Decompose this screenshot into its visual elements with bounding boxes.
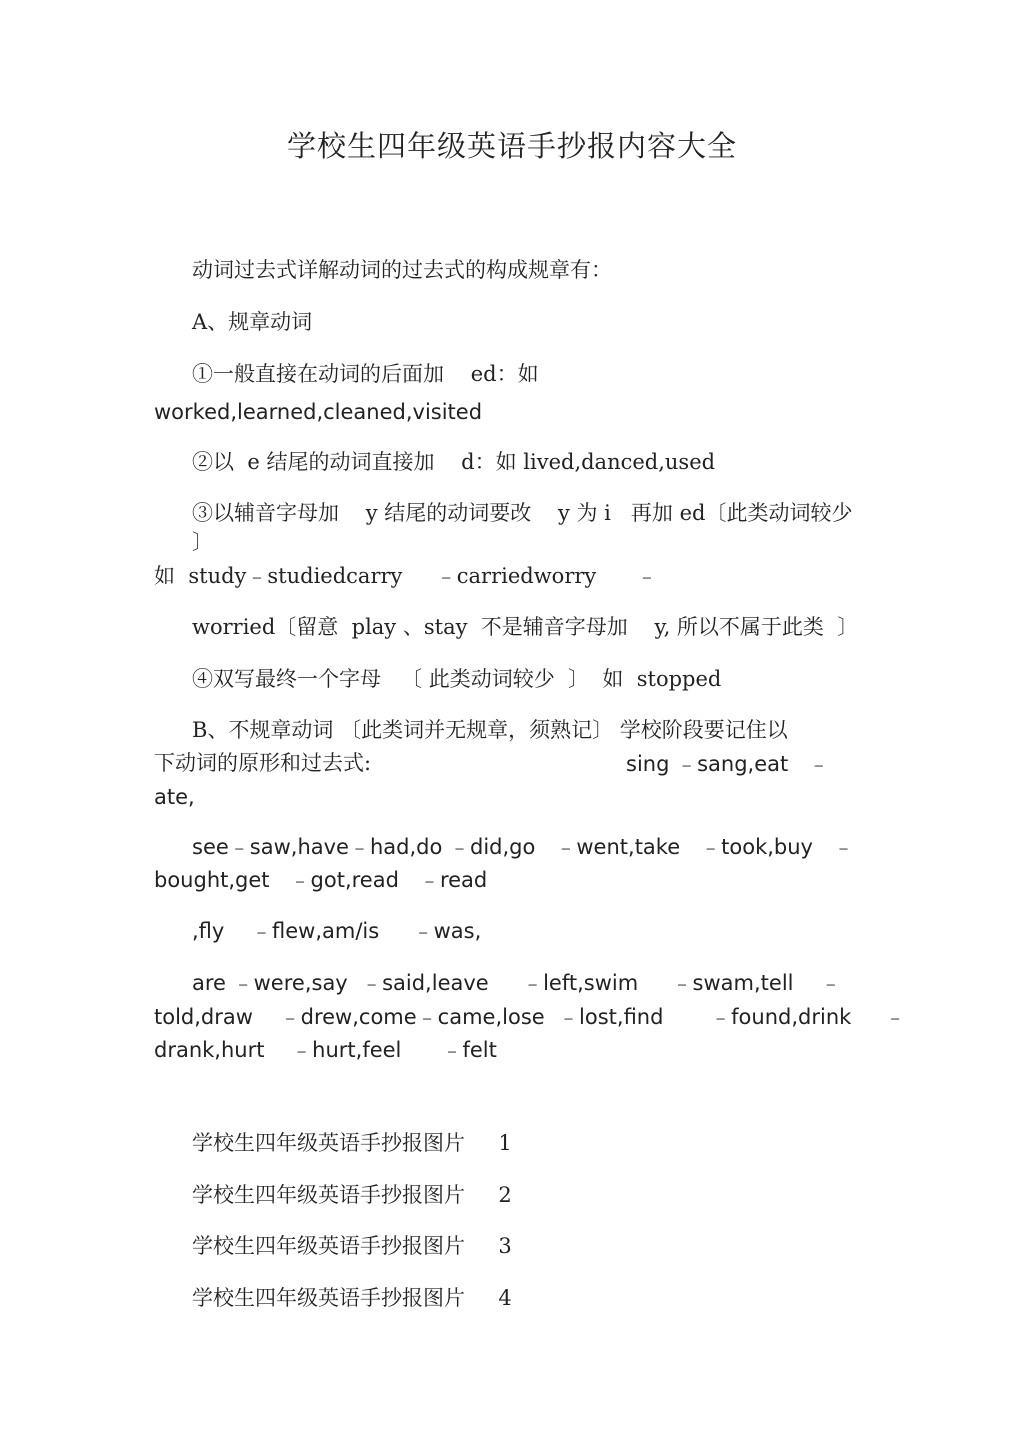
picture-caption: 学校生四年级英语手抄报图片 2	[192, 1183, 512, 1207]
text-line: 下动词的原形和过去式:	[154, 751, 372, 775]
page-title: 学校生四年级英语手抄报内容大全	[286, 129, 737, 163]
picture-caption: 学校生四年级英语手抄报图片 3	[192, 1234, 512, 1258]
picture-caption: 学校生四年级英语手抄报图片 1	[192, 1131, 512, 1155]
text-line: see﹣saw,have﹣had,do ﹣did,go ﹣went,take ﹣took,buy ﹣	[192, 835, 855, 859]
section-heading-regular-verbs: A、规章动词	[192, 310, 313, 334]
rule-2: ②以 e 结尾的动词直接加 d：如 lived,danced,used	[192, 450, 716, 474]
text-line: worked,learned,cleaned,visited	[154, 400, 483, 424]
rule-4: ④双写最终一个字母 〔 此类动词较少 〕 如 stopped	[192, 667, 722, 691]
text-line: bought,get ﹣got,read ﹣read	[154, 868, 488, 892]
rule-1: ①一般直接在动词的后面加 ed：如	[192, 362, 539, 386]
text-line: told,draw ﹣drew,come﹣came,lose ﹣lost,find ﹣found,drink ﹣	[154, 1005, 906, 1029]
section-heading-irregular-verbs: B、不规章动词 〔此类词并无规章，须熟记〕 学校阶段要记住以	[192, 718, 788, 742]
rule-3: ③以辅音字母加 y 结尾的动词要改 y 为 i 再加 ed〔此类动词较少	[192, 501, 853, 525]
text-line: 〕	[192, 530, 213, 554]
text-line: 动词过去式详解动词的过去式的构成规章有：	[192, 258, 612, 282]
picture-caption: 学校生四年级英语手抄报图片 4	[192, 1286, 512, 1310]
text-line: worried〔留意 play 、stay 不是辅音字母加 y, 所以不属于此类 〕	[192, 615, 859, 639]
text-line: are ﹣were,say ﹣said,leave ﹣left,swim ﹣swam,tell ﹣	[192, 971, 842, 995]
text-line: sing ﹣sang,eat ﹣	[626, 752, 830, 776]
text-line: drank,hurt ﹣hurt,feel ﹣felt	[154, 1038, 497, 1062]
text-line: ,fly ﹣flew,am/is ﹣was,	[192, 919, 482, 943]
text-line: 如 study﹣studiedcarry ﹣carriedworry ﹣	[154, 564, 658, 588]
text-line: ate,	[154, 785, 195, 809]
